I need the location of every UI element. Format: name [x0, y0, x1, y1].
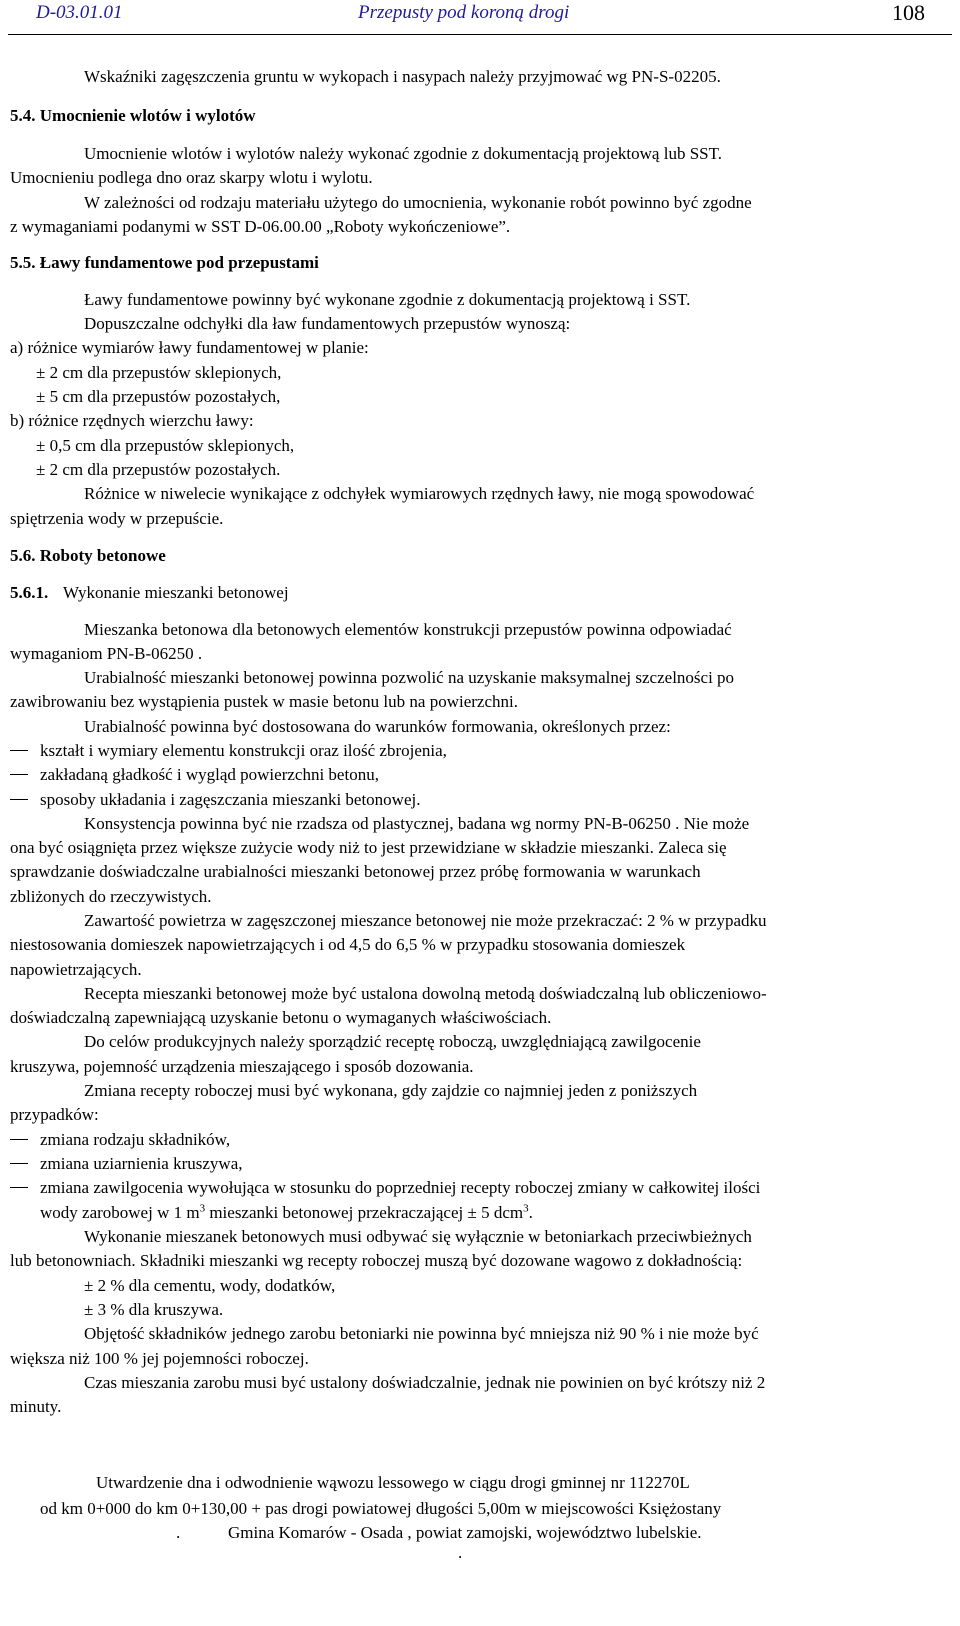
footer-line: Gmina Komarów - Osada , powiat zamojski, województwo lubelskie.	[228, 1523, 702, 1542]
paragraph-line: Urabialność powinna być dostosowana do warunków formowania, określonych przez:	[84, 717, 671, 736]
paragraph-line: ona być osiągnięta przez większe zużycie wody niż to jest przewidziane w składzie mieszanki. Zaleca się	[10, 838, 727, 857]
paragraph-line: niestosowania domieszek napowietrzających i od 4,5 do 6,5 % w przypadku stosowania domieszek	[10, 935, 686, 954]
page-header	[0, 0, 960, 40]
paragraph-line: Umocnieniu podlega dno oraz skarpy wlotu i wylotu.	[10, 168, 373, 187]
list-heading: b) różnice rzędnych wierzchu ławy:	[10, 411, 254, 430]
footer-line: Utwardzenie dna i odwodnienie wąwozu lessowego w ciągu drogi gminnej nr 112270L	[96, 1473, 690, 1492]
section-heading: 5.4. Umocnienie wlotów i wylotów	[10, 106, 256, 125]
paragraph-line: Urabialność mieszanki betonowej powinna pozwolić na uzyskanie maksymalnej szczelności po	[84, 668, 735, 687]
dash-bullet-icon	[10, 799, 28, 800]
footer-line: od km 0+000 do km 0+130,00 + pas drogi powiatowej długości 5,00m w miejscowości Księżostany	[40, 1499, 722, 1518]
paragraph-line: Zmiana recepty roboczej musi być wykonana, gdy zajdzie co najmniej jeden z poniższych	[84, 1081, 698, 1100]
paragraph-line: minuty.	[10, 1397, 62, 1416]
dash-bullet-icon	[10, 774, 28, 775]
paragraph-line: spiętrzenia wody w przepuście.	[10, 509, 224, 528]
tolerance-item: ± 3 % dla kruszywa.	[84, 1300, 224, 1319]
list-item: sposoby układania i zagęszczania mieszanki betonowej.	[40, 790, 421, 809]
paragraph-line: Wskaźniki zagęszczenia gruntu w wykopach i nasypach należy przyjmować wg PN-S-02205.	[84, 67, 721, 86]
section-heading: 5.5. Ławy fundamentowe pod przepustami	[10, 253, 319, 272]
paragraph-line: Różnice w niwelecie wynikające z odchyłek wymiarowych rzędnych ławy, nie mogą spowodować	[84, 484, 755, 503]
paragraph-line: Wykonanie mieszanek betonowych musi odbywać się wyłącznie w betoniarkach przeciwbieżnych	[84, 1227, 752, 1246]
list-item: zmiana rodzaju składników,	[40, 1130, 231, 1149]
paragraph-line: większa niż 100 % jej pojemności roboczej.	[10, 1349, 309, 1368]
list-heading: a) różnice wymiarów ławy fundamentowej w planie:	[10, 338, 369, 357]
list-item-continuation: wody zarobowej w 1 $m^3$ mieszanki betonowej przekraczającej ± 5 dcm$^3$.	[40, 1202, 533, 1222]
paragraph-line: Zawartość powietrza w zagęszczonej mieszance betonowej nie może przekraczać: 2 % w przypadku	[84, 911, 767, 930]
paragraph-line: Mieszanka betonowa dla betonowych elementów konstrukcji przepustów powinna odpowiadać	[84, 620, 732, 639]
paragraph-line: sprawdzanie doświadczalne urabialności mieszanki betonowej przez próbę formowania w warunkach	[10, 862, 701, 881]
section-heading: 5.6. Roboty betonowe	[10, 546, 166, 565]
tolerance-item: ± 2 cm dla przepustów pozostałych.	[36, 460, 281, 479]
tolerance-item: ± 5 cm dla przepustów pozostałych,	[36, 387, 281, 406]
paragraph-line: Recepta mieszanki betonowej może być ustalona dowolną metodą doświadczalną lub obliczeniowo-	[84, 984, 767, 1003]
dash-bullet-icon	[10, 1139, 28, 1140]
list-item: zakładaną gładkość i wygląd powierzchni betonu,	[40, 765, 379, 784]
paragraph-line: zawibrowaniu bez wystąpienia pustek w masie betonu lub na powierzchni.	[10, 692, 518, 711]
paragraph-line: napowietrzających.	[10, 960, 142, 979]
paragraph-line: Dopuszczalne odchyłki dla ław fundamentowych przepustów wynoszą:	[84, 314, 571, 333]
list-item: zmiana uziarnienia kruszywa,	[40, 1154, 243, 1173]
subsection-number: 5.6.1.	[10, 583, 49, 602]
paragraph-line: Umocnienie wlotów i wylotów należy wykonać zgodnie z dokumentacją projektową lub SST.	[84, 144, 722, 163]
document-code: D-03.01.01	[36, 2, 123, 23]
dash-bullet-icon	[10, 1163, 28, 1164]
page-number: 108	[892, 0, 925, 25]
paragraph-line: Objętość składników jednego zarobu betoniarki nie powinna być mniejsza niż 90 % i nie może być	[84, 1324, 759, 1343]
paragraph-line: W zależności od rodzaju materiału użytego do umocnienia, wykonanie robót powinno być zgodne	[84, 193, 752, 212]
dash-bullet-icon	[10, 1187, 28, 1188]
document-title: Przepusty pod koroną drogi	[358, 2, 570, 23]
subsection-title: Wykonanie mieszanki betonowej	[63, 583, 289, 602]
paragraph-line: przypadków:	[10, 1105, 99, 1124]
footer-dot: .	[176, 1523, 181, 1542]
paragraph-line: Do celów produkcyjnych należy sporządzić receptę roboczą, uwzględniającą zawilgocenie	[84, 1032, 701, 1051]
paragraph-line: doświadczalną zapewniającą uzyskanie betonu o wymaganych właściwościach.	[10, 1008, 552, 1027]
tolerance-item: ± 2 % dla cementu, wody, dodatków,	[84, 1276, 336, 1295]
footer-dot: .	[458, 1543, 463, 1562]
list-item: zmiana zawilgocenia wywołująca w stosunku do poprzedniej recepty roboczej zmiany w całkowitej ilości	[40, 1178, 761, 1197]
paragraph-line: lub betonowniach. Składniki mieszanki wg recepty roboczej muszą być dozowane wagowo z dokładnością:	[10, 1251, 743, 1270]
dash-bullet-icon	[10, 750, 28, 751]
list-item: kształt i wymiary elementu konstrukcji oraz ilość zbrojenia,	[40, 741, 447, 760]
paragraph-line: wymaganiom PN-B-06250 .	[10, 644, 203, 663]
paragraph-line: Konsystencja powinna być nie rzadsza od plastycznej, badana wg normy PN-B-06250 . Nie może	[84, 814, 750, 833]
paragraph-line: zbliżonych do rzeczywistych.	[10, 887, 212, 906]
paragraph-line: Czas mieszania zarobu musi być ustalony doświadczalnie, jednak nie powinien on być krótszy niż 2	[84, 1373, 766, 1392]
paragraph-line: z wymaganiami podanymi w SST D-06.00.00 „Roboty wykończeniowe”.	[10, 217, 511, 236]
paragraph-line: kruszywa, pojemność urządzenia mieszającego i sposób dozowania.	[10, 1057, 474, 1076]
paragraph-line: Ławy fundamentowe powinny być wykonane zgodnie z dokumentacją projektową i SST.	[84, 290, 691, 309]
tolerance-item: ± 0,5 cm dla przepustów sklepionych,	[36, 436, 295, 455]
tolerance-item: ± 2 cm dla przepustów sklepionych,	[36, 363, 282, 382]
header-rule	[8, 34, 952, 35]
